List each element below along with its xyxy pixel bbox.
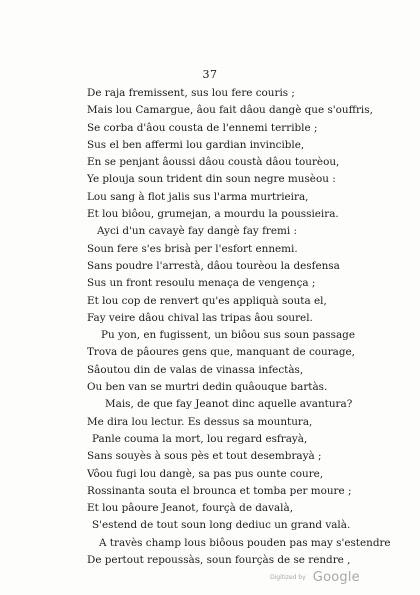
verse-line: Et lou pâoure Jeanot, fourçà de davalà, <box>87 502 294 515</box>
verse-line: En se penjant âoussi dâou coustà dâou tourèou, <box>87 156 340 169</box>
verse-line: Trova de pâoures gens que, manquant de courage, <box>87 346 355 359</box>
verse-line: Sus el ben affermi lou gardian invincible, <box>87 138 305 151</box>
verse-line: Sans souyès à sous pès et tout desembrayà ; <box>87 450 322 463</box>
verse-line: Ou ben van se murtri dedin quâouque bartàs. <box>87 381 328 394</box>
verse-line: Fay veire dâou chival las tripas âou sourel. <box>87 311 313 324</box>
verse-line: S'estend de tout soun long dediuc un grand valà. <box>92 519 351 532</box>
verse-line: Mais, de que fay Jeanot dinc aquelle avantura? <box>105 398 353 411</box>
verse-line: Se corba d'âou cousta de l'ennemi terrible ; <box>87 121 318 134</box>
verse-line: Rossinanta souta el brounca et tomba per moure ; <box>87 484 352 497</box>
verse-line: A travès champ lous biôous pouden pas may s'estendre <box>99 536 391 549</box>
verse-line: Sans poudre l'arrestà, dâou tourèou la desfensa <box>87 259 340 272</box>
verse-line: Mais lou Camargue, âou fait dâou dangè que s'ouffris, <box>87 104 373 117</box>
verse-block <box>87 85 407 569</box>
verse-line: De raja fremissent, sus lou fere couris ; <box>87 87 295 99</box>
verse-line: Et lou cop de renvert qu'es appliquà souta el, <box>87 294 327 307</box>
watermark-prefix: Digitized by <box>270 574 306 581</box>
watermark-brand: Google <box>312 570 360 585</box>
verse-line: Et lou biôou, grumejan, a mourdu la poussieira. <box>87 208 339 221</box>
verse-line: Pu yon, en fugissent, un biôou sus soun passage <box>101 329 355 342</box>
verse-line: Vôou fugi lou dangè, sa pas pus ounte coure, <box>87 467 324 480</box>
verse-line: Lou sang à flot jalis sus l'arma murtrieira, <box>87 190 309 203</box>
page-number: 37 <box>202 68 218 81</box>
digitized-watermark <box>270 567 360 586</box>
verse-line: Ayci d'un cavayè fay dangè fay fremi : <box>97 225 298 238</box>
verse-line: Me dira lou lectur. Es dessus sa mountura, <box>87 415 313 428</box>
verse-line: Sâoutou din de valas de vinassa infectàs, <box>87 363 304 376</box>
verse-line: Panle couma la mort, lou regard esfrayà, <box>92 432 308 445</box>
verse-line: Ye plouja soun trident din soun negre musèou : <box>87 173 336 186</box>
verse-line: Soun fere s'es brisà per l'esfort ennemi. <box>87 242 298 255</box>
verse-line: De pertout repoussàs, soun fourçàs de se rendre , <box>87 554 351 567</box>
verse-line: Sus un front resoulu menaça de vengença ; <box>87 277 316 290</box>
